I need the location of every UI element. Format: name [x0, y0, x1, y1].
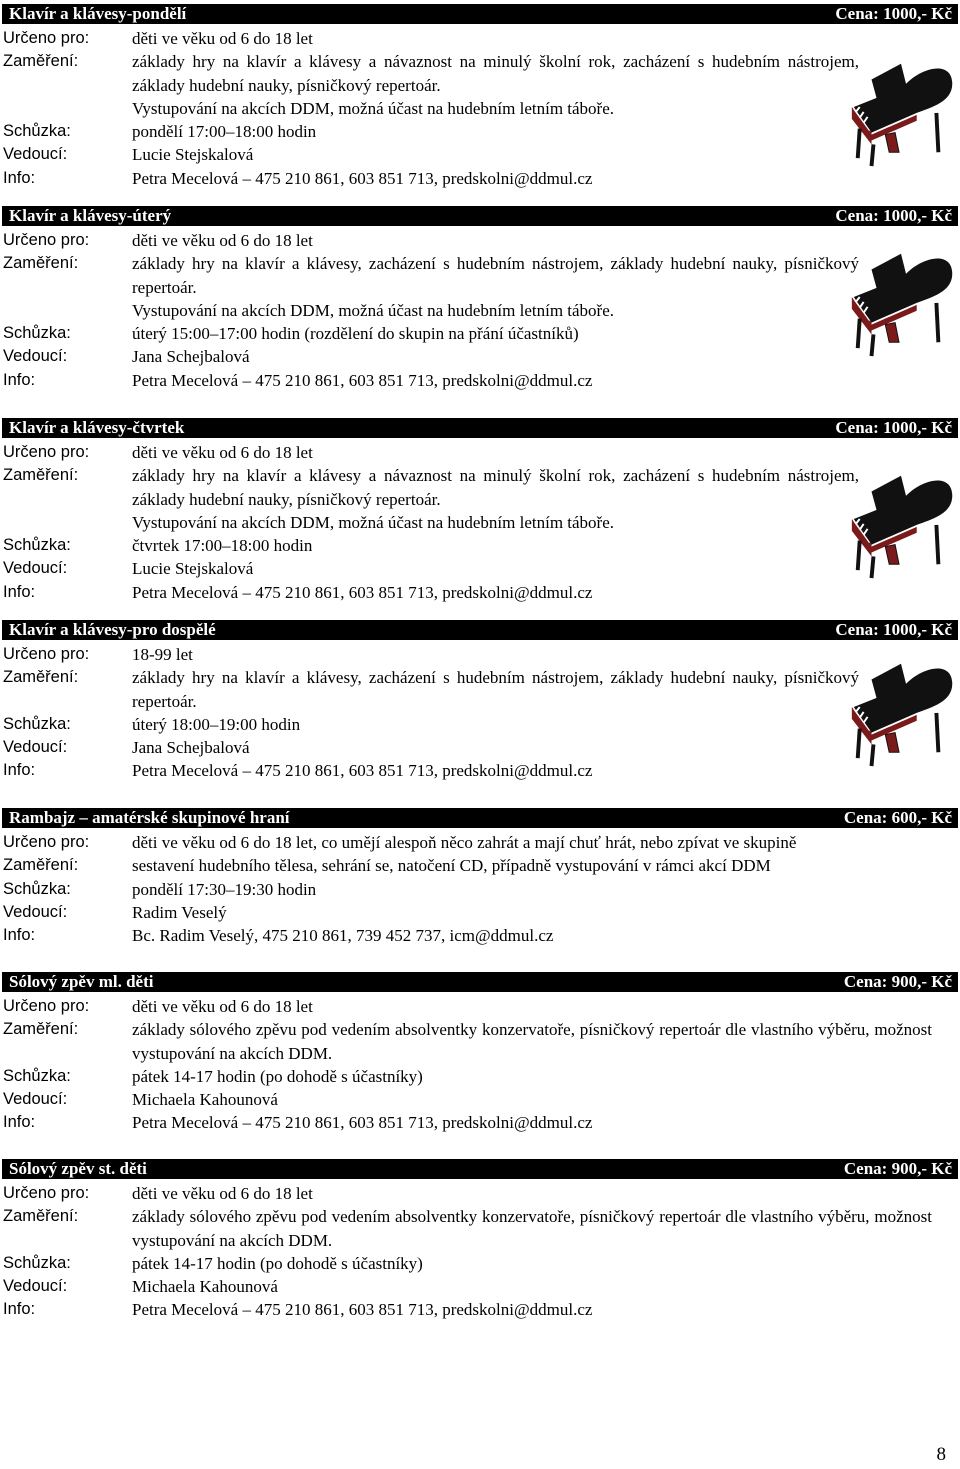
label-vedouci: Vedoucí:: [3, 1277, 68, 1296]
course-title: Rambajz – amatérské skupinové hraní: [9, 808, 290, 827]
course-price: Cena: 900,- Kč: [843, 1159, 952, 1178]
label-vedouci: Vedoucí:: [3, 1090, 68, 1109]
label-urceno: Určeno pro:: [3, 645, 90, 663]
value-info: Petra Mecelová – 475 210 861, 603 851 713, predskolni@ddmul.cz: [132, 1113, 593, 1133]
course-section: [2, 4, 958, 190]
grand-piano-icon: [842, 462, 960, 580]
value-zamereni: základy hry na klavír a klávesy, zacházení s hudebním nástrojem, základy hudební nauky, písničkový repertoár.: [132, 668, 859, 711]
label-vedouci: Vedoucí:: [3, 559, 68, 578]
value-info: Petra Mecelová – 475 210 861, 603 851 713, predskolni@ddmul.cz: [132, 582, 593, 602]
value-zamereni: základy hry na klavír a klávesy a návaznost na minulý školní rok, zacházení s hudebním nástrojem, základy hudební nauky, písničkový repertoár.: [132, 466, 859, 509]
course-section: [2, 620, 958, 783]
value-vedouci: Jana Schejbalová: [132, 347, 250, 367]
course-title: Klavír a klávesy-pondělí: [9, 4, 187, 23]
label-zamereni: Zaměření:: [3, 1020, 79, 1039]
value-urceno: děti ve věku od 6 do 18 let: [132, 29, 313, 48]
label-info: Info:: [3, 582, 36, 601]
value-zamereni: základy sólového zpěvu pod vedením absolventky konzervatoře, písničkový repertoár dle vlastního výběru, možnost vystupování na akcích DDM.: [132, 1207, 932, 1250]
value-urceno: 18-99 let: [132, 645, 193, 664]
value-schuzka: úterý 15:00–17:00 hodin (rozdělení do skupin na přání účastníků): [132, 324, 579, 344]
course-title: Klavír a klávesy-čtvrtek: [9, 418, 185, 437]
course-header: [2, 972, 958, 992]
value-urceno: děti ve věku od 6 do 18 let: [132, 231, 313, 250]
label-urceno: Určeno pro:: [3, 443, 90, 461]
label-zamereni: Zaměření:: [3, 1207, 79, 1226]
label-urceno: Určeno pro:: [3, 997, 90, 1015]
value-vedouci: Radim Veselý: [132, 902, 227, 922]
page-number: 8: [936, 1444, 946, 1465]
label-urceno: Určeno pro:: [3, 833, 90, 851]
course-header: [2, 620, 958, 640]
grand-piano-icon: [842, 240, 960, 358]
label-schuzka: Schůzka:: [3, 1066, 71, 1085]
course-title: Sólový zpěv st. děti: [9, 1159, 147, 1178]
value-vedouci: Michaela Kahounová: [132, 1090, 278, 1110]
label-info: Info:: [3, 1300, 36, 1319]
label-vedouci: Vedoucí:: [3, 145, 68, 164]
course-price: Cena: 1000,- Kč: [835, 206, 952, 225]
value-schuzka: pátek 14-17 hodin (po dohodě s účastníky): [132, 1253, 423, 1273]
value-vedouci: Jana Schejbalová: [132, 738, 250, 758]
value-schuzka: čtvrtek 17:00–18:00 hodin: [132, 536, 313, 556]
value-urceno: děti ve věku od 6 do 18 let, co umějí alespoň něco zahrát a mají chuť hrát, nebo zpívat ve skupině: [132, 833, 797, 852]
course-title: Klavír a klávesy-úterý: [9, 206, 172, 225]
value-schuzka: pondělí 17:30–19:30 hodin: [132, 879, 317, 899]
value-info: Petra Mecelová – 475 210 861, 603 851 713, predskolni@ddmul.cz: [132, 370, 593, 390]
label-schuzka: Schůzka:: [3, 122, 71, 141]
label-urceno: Určeno pro:: [3, 29, 90, 47]
label-zamereni: Zaměření:: [3, 466, 79, 485]
course-header: [2, 206, 958, 226]
value-vedouci: Michaela Kahounová: [132, 1277, 278, 1297]
label-schuzka: Schůzka:: [3, 1253, 71, 1272]
course-section: [2, 1159, 958, 1322]
course-section: [2, 418, 958, 604]
value-zamereni-2: Vystupování na akcích DDM, možná účast na hudebním letním táboře.: [132, 512, 615, 532]
label-schuzka: Schůzka:: [3, 714, 71, 733]
course-price: Cena: 600,- Kč: [843, 808, 952, 827]
value-info: Bc. Radim Veselý, 475 210 861, 739 452 737, icm@ddmul.cz: [132, 926, 554, 946]
label-info: Info:: [3, 1113, 36, 1132]
value-zamereni-2: Vystupování na akcích DDM, možná účast na hudebním letním táboře.: [132, 300, 615, 320]
value-zamereni: sestavení hudebního tělesa, sehrání se, natočení CD, případně vystupování v rámci akcí DDM: [132, 856, 771, 876]
course-section: [2, 808, 958, 947]
value-urceno: děti ve věku od 6 do 18 let: [132, 443, 313, 462]
value-schuzka: úterý 18:00–19:00 hodin: [132, 714, 301, 734]
label-zamereni: Zaměření:: [3, 668, 79, 687]
course-price: Cena: 1000,- Kč: [835, 620, 952, 639]
label-info: Info:: [3, 370, 36, 389]
label-urceno: Určeno pro:: [3, 231, 90, 249]
label-info: Info:: [3, 761, 36, 780]
course-price: Cena: 1000,- Kč: [835, 4, 952, 23]
course-price: Cena: 1000,- Kč: [835, 418, 952, 437]
label-schuzka: Schůzka:: [3, 536, 71, 555]
grand-piano-icon: [842, 650, 960, 768]
course-section: [2, 206, 958, 392]
value-info: Petra Mecelová – 475 210 861, 603 851 713, predskolni@ddmul.cz: [132, 761, 593, 781]
label-zamereni: Zaměření:: [3, 856, 79, 875]
value-urceno: děti ve věku od 6 do 18 let: [132, 1184, 313, 1203]
grand-piano-icon: [842, 50, 960, 168]
label-schuzka: Schůzka:: [3, 324, 71, 343]
course-title: Sólový zpěv ml. děti: [9, 972, 154, 991]
label-urceno: Určeno pro:: [3, 1184, 90, 1202]
value-schuzka: pátek 14-17 hodin (po dohodě s účastníky): [132, 1066, 423, 1086]
value-vedouci: Lucie Stejskalová: [132, 145, 254, 165]
course-price: Cena: 900,- Kč: [843, 972, 952, 991]
label-vedouci: Vedoucí:: [3, 347, 68, 366]
label-info: Info:: [3, 168, 36, 187]
value-zamereni: základy sólového zpěvu pod vedením absolventky konzervatoře, písničkový repertoár dle vlastního výběru, možnost vystupování na akcích DDM.: [132, 1020, 932, 1063]
value-urceno: děti ve věku od 6 do 18 let: [132, 997, 313, 1016]
label-schuzka: Schůzka:: [3, 879, 71, 898]
course-header: [2, 808, 958, 828]
course-header: [2, 418, 958, 438]
value-zamereni: základy hry na klavír a klávesy, zacházení s hudebním nástrojem, základy hudební nauky, písničkový repertoár.: [132, 254, 859, 297]
course-title: Klavír a klávesy-pro dospělé: [9, 620, 216, 639]
value-zamereni: základy hry na klavír a klávesy a návaznost na minulý školní rok, zacházení s hudebním nástrojem, základy hudební nauky, písničkový repertoár.: [132, 52, 859, 95]
value-schuzka: pondělí 17:00–18:00 hodin: [132, 122, 317, 142]
course-header: [2, 4, 958, 24]
label-vedouci: Vedoucí:: [3, 902, 68, 921]
label-vedouci: Vedoucí:: [3, 738, 68, 757]
label-info: Info:: [3, 926, 36, 945]
value-vedouci: Lucie Stejskalová: [132, 559, 254, 579]
label-zamereni: Zaměření:: [3, 254, 79, 273]
label-zamereni: Zaměření:: [3, 52, 79, 71]
course-section: [2, 972, 958, 1135]
value-info: Petra Mecelová – 475 210 861, 603 851 713, predskolni@ddmul.cz: [132, 1300, 593, 1320]
value-zamereni-2: Vystupování na akcích DDM, možná účast na hudebním letním táboře.: [132, 98, 615, 118]
course-header: [2, 1159, 958, 1179]
value-info: Petra Mecelová – 475 210 861, 603 851 713, predskolni@ddmul.cz: [132, 168, 593, 188]
